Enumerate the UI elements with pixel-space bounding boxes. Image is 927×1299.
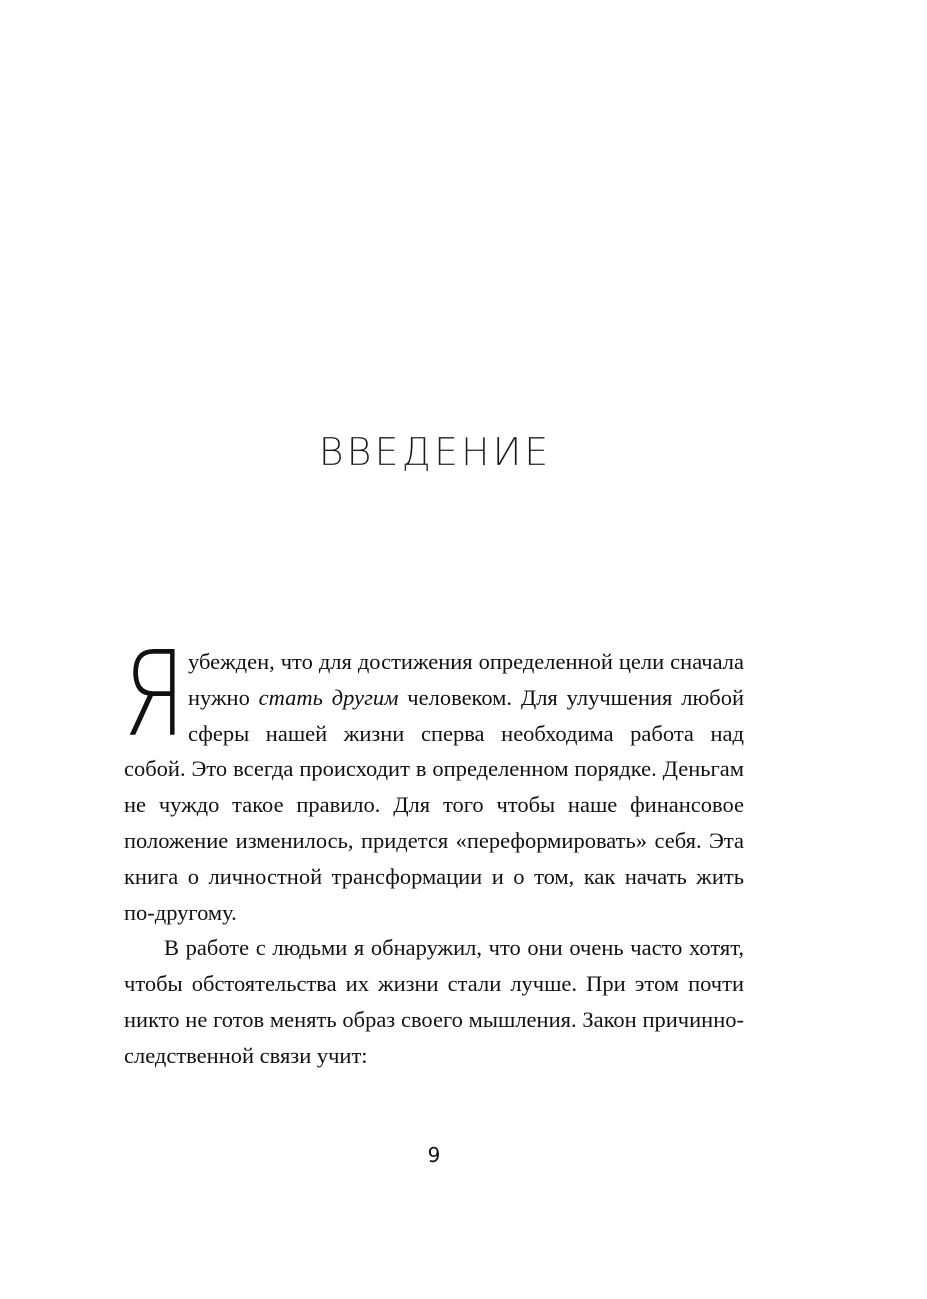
paragraph-1 — [122, 625, 745, 930]
paragraph-1-text-before: убежден, что для достижения определенной цели сначала нужно — [188, 649, 744, 710]
paragraph-1-text-after: человеком. Для улучшения любой сферы нашей жизни сперва необходима работа над собой. Это всегда происходит в определенном порядке. Деньгам не чуждо такое правило. Для того чтобы наше финансовое положение изменилось, придется «переформировать» себя. Эта книга о личностной трансформации и о том, как начать жить по-другому. — [124, 684, 745, 925]
chapter-title: ВВЕДЕНИЕ — [318, 430, 552, 474]
drop-cap: Я — [122, 625, 186, 763]
paragraph-2: В работе с людьми я обнаружил, что они очень часто хотят, чтобы обстоятельства их жизни стали лучше. При этом почти никто не готов менять образ своего мышления. Закон причинно-следственной связи учит: — [124, 935, 744, 1068]
paragraph-1-emphasis: стать другим — [258, 684, 399, 710]
body-text — [122, 625, 745, 1074]
page-number: 9 — [427, 1143, 441, 1167]
